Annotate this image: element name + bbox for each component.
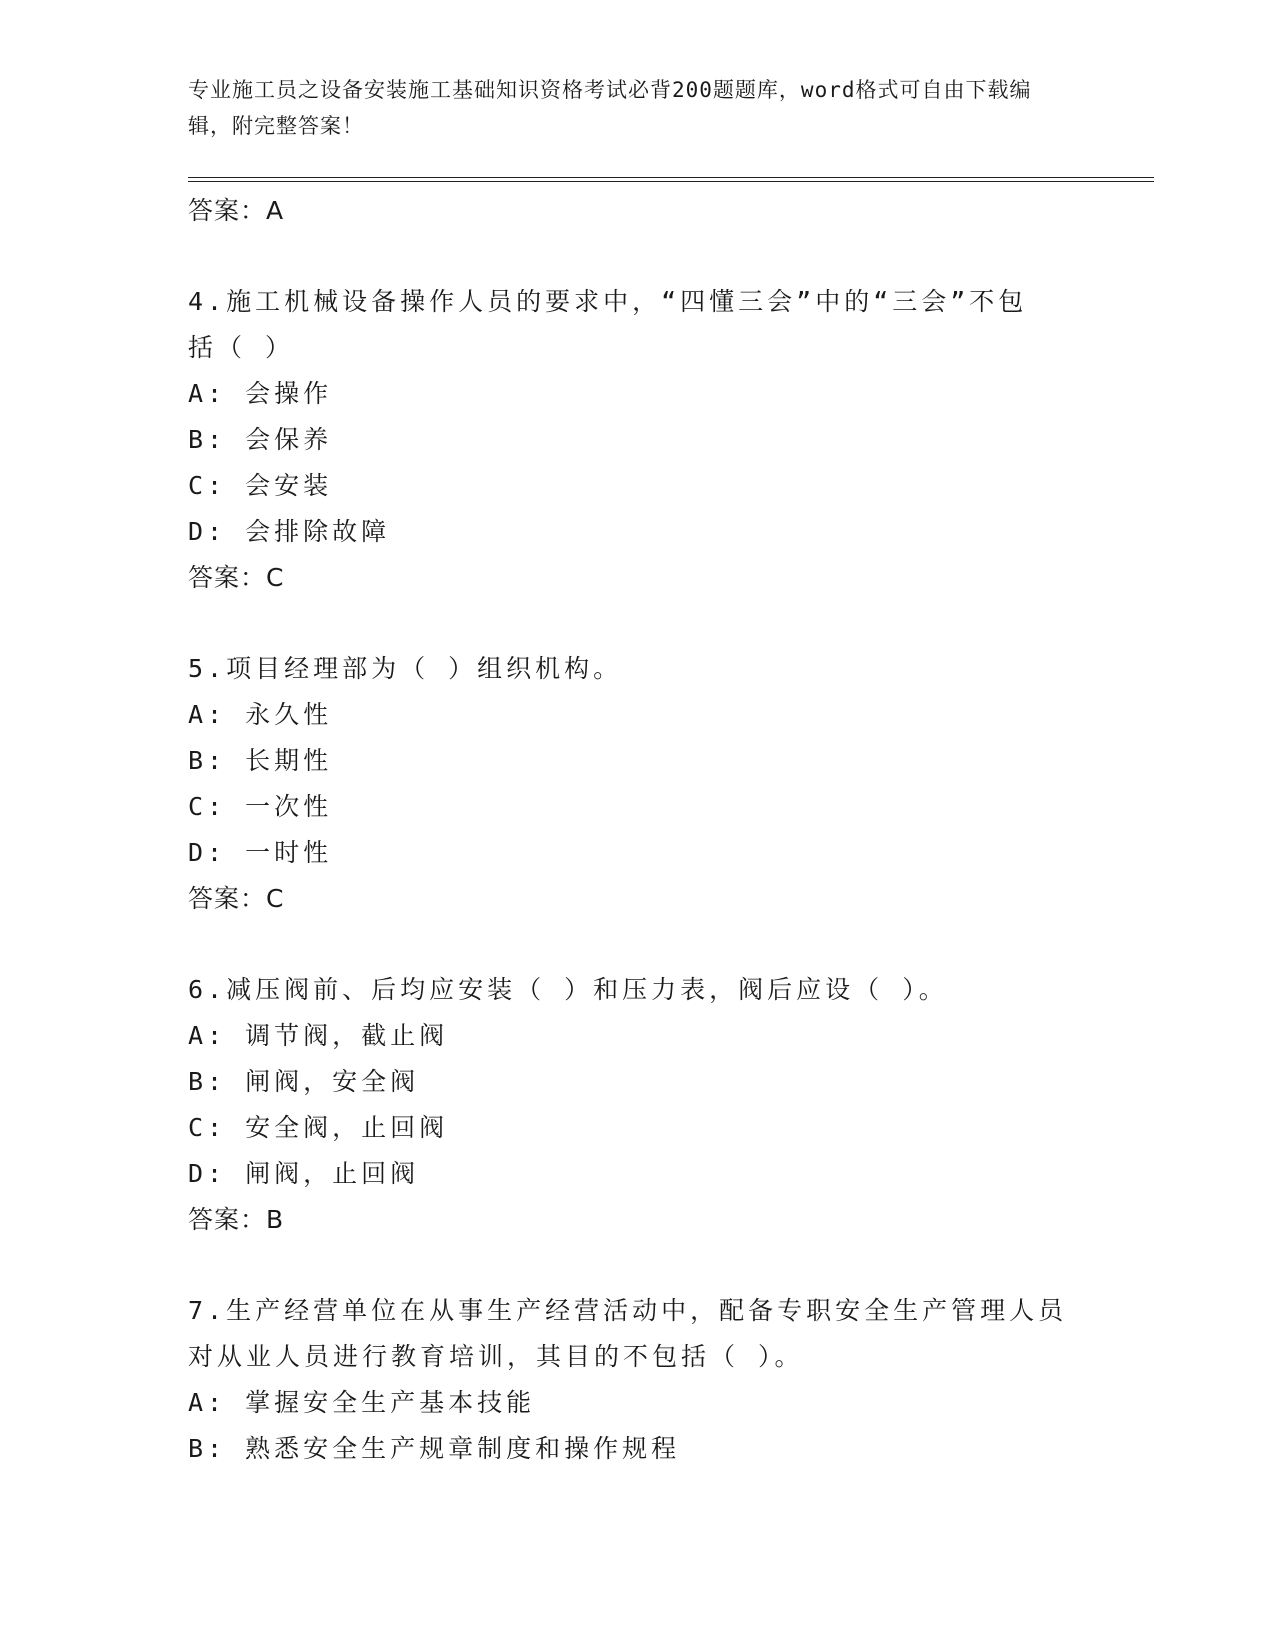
option-a: A: 调节阀，截止阀 [188, 1021, 449, 1050]
option-a: A: 会操作 [188, 379, 333, 408]
question-stem: 对从业人员进行教育培训，其目的不包括（ ）。 [188, 1342, 804, 1371]
spacer [188, 1243, 1088, 1288]
question-block [188, 1288, 1088, 1472]
header-double-rule [188, 177, 1154, 182]
question-list [188, 188, 1088, 1472]
question-stem: 5.项目经理部为（ ）组织机构。 [188, 654, 623, 683]
question-block [188, 967, 1088, 1243]
option-a: A: 永久性 [188, 700, 333, 729]
answer: 答案：C [188, 884, 285, 913]
previous-answer: 答案：A [188, 196, 285, 225]
spacer [188, 922, 1088, 967]
question-stem: 4.施工机械设备操作人员的要求中，“四懂三会”中的“三会”不包 [188, 287, 1028, 316]
question-stem: 7.生产经营单位在从事生产经营活动中，配备专职安全生产管理人员 [188, 1296, 1068, 1325]
answer: 答案：B [188, 1205, 285, 1234]
option-c: C: 安全阀，止回阀 [188, 1113, 449, 1142]
option-b: B: 闸阀，安全阀 [188, 1067, 420, 1096]
question-block [188, 646, 1088, 922]
option-b: B: 熟悉安全生产规章制度和操作规程 [188, 1434, 681, 1463]
option-d: D: 闸阀，止回阀 [188, 1159, 420, 1188]
spacer [188, 234, 1088, 279]
answer: 答案：C [188, 563, 285, 592]
question-stem: 6.减压阀前、后均应安装（ ）和压力表，阀后应设（ ）。 [188, 975, 948, 1004]
option-d: D: 一时性 [188, 838, 333, 867]
spacer [188, 601, 1088, 646]
option-a: A: 掌握安全生产基本技能 [188, 1388, 536, 1417]
option-c: C: 会安装 [188, 471, 333, 500]
option-c: C: 一次性 [188, 792, 333, 821]
option-b: B: 长期性 [188, 746, 333, 775]
option-b: B: 会保养 [188, 425, 333, 454]
option-d: D: 会排除故障 [188, 517, 391, 546]
document-title: 专业施工员之设备安装施工基础知识资格考试必背200题题库，word格式可自由下载编辑，附完整答案！ [188, 78, 1032, 138]
document-header [188, 72, 1068, 144]
question-block [188, 279, 1088, 601]
question-stem: 括（ ） [188, 333, 295, 362]
